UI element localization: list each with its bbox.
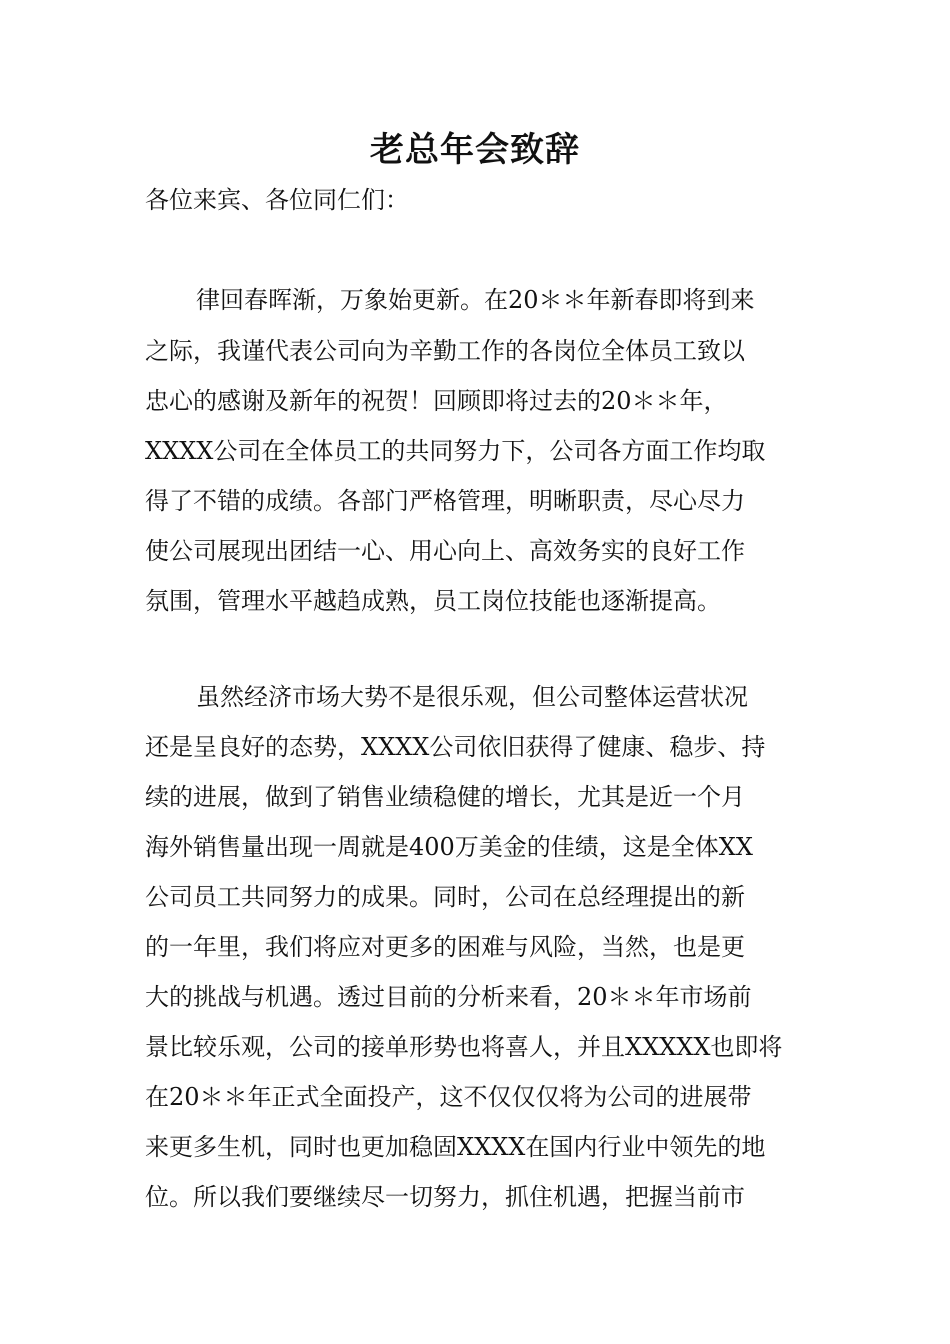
paragraph-line: 在20＊＊年正式全面投产，这不仅仅仅将为公司的进展带 <box>145 1083 752 1111</box>
paragraph-line: 氛围，管理水平越趋成熟，员工岗位技能也逐渐提高。 <box>145 587 721 615</box>
paragraph-line: 位。所以我们要继续尽一切努力，抓住机遇，把握当前市 <box>145 1183 745 1211</box>
paragraph-line: 虽然经济市场大势不是很乐观，但公司整体运营状况 <box>196 683 748 711</box>
paragraph-line: 得了不错的成绩。各部门严格管理，明晰职责，尽心尽力 <box>145 487 745 515</box>
paragraph-line: 还是呈良好的态势，XXXX公司依旧获得了健康、稳步、持 <box>145 733 766 761</box>
paragraph-line: 忠心的感谢及新年的祝贺！回顾即将过去的20＊＊年， <box>145 387 728 415</box>
paragraph-line: 之际，我谨代表公司向为辛勤工作的各岗位全体员工致以 <box>145 337 745 365</box>
paragraph-line: 景比较乐观，公司的接单形势也将喜人，并且XXXXX也即将 <box>145 1033 783 1061</box>
paragraph-line: 大的挑战与机遇。透过目前的分析来看，20＊＊年市场前 <box>145 983 752 1011</box>
paragraph-line: 律回春晖渐，万象始更新。在20＊＊年新春即将到来 <box>196 286 755 314</box>
paragraph-line: XXXX公司在全体员工的共同努力下，公司各方面工作均取 <box>145 437 766 465</box>
paragraph-line: 续的进展，做到了销售业绩稳健的增长，尤其是近一个月 <box>145 783 745 811</box>
paragraph-line: 公司员工共同努力的成果。同时，公司在总经理提出的新 <box>145 883 745 911</box>
paragraph-line: 使公司展现出团结一心、用心向上、高效务实的良好工作 <box>145 537 745 565</box>
document-title: 老总年会致辞 <box>370 130 580 170</box>
greeting: 各位来宾、各位同仁们： <box>145 186 409 214</box>
paragraph-line: 来更多生机，同时也更加稳固XXXX在国内行业中领先的地 <box>145 1133 766 1161</box>
paragraph-line: 海外销售量出现一周就是400万美金的佳绩，这是全体XX <box>145 833 753 861</box>
paragraph-line: 的一年里，我们将应对更多的困难与风险，当然，也是更 <box>145 933 745 961</box>
